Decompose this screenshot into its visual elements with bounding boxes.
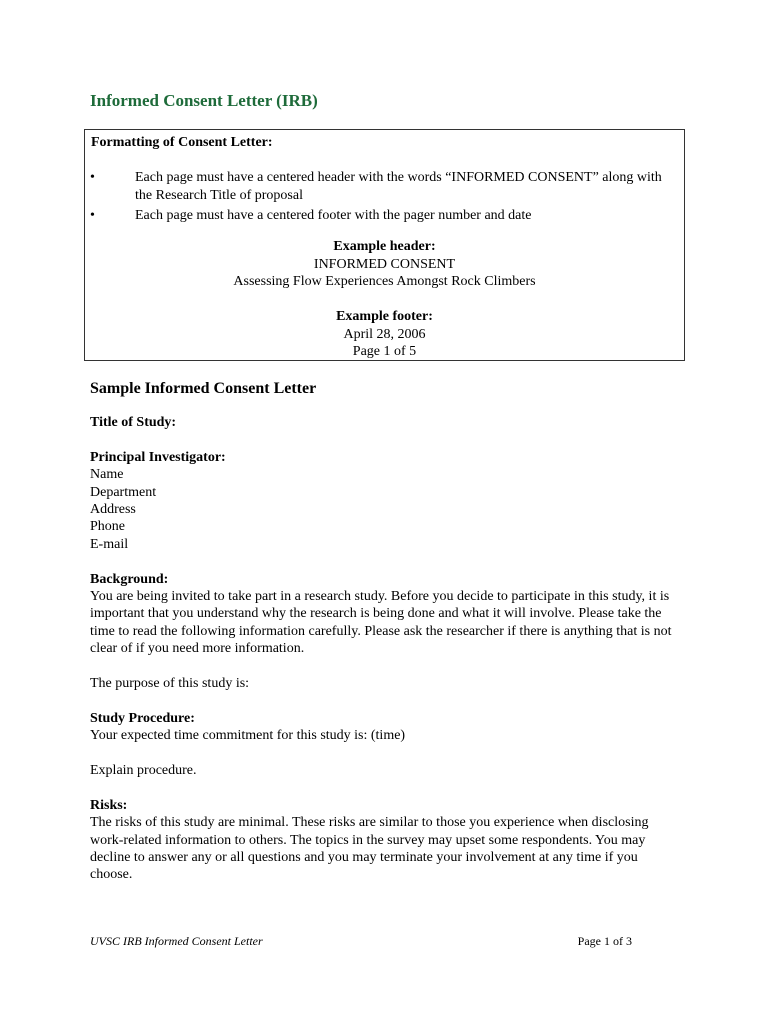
footer-document-name: UVSC IRB Informed Consent Letter (90, 934, 263, 948)
example-footer-label: Example footer: (336, 309, 433, 324)
formatting-bullet-item (85, 207, 684, 225)
example-footer-block (85, 308, 684, 361)
background-paragraph: You are being invited to take part in a research study. Before you decide to participate in this study, it is important that you understand why the research is being done and what it will involve. Please take the time to read the following information carefully. Please ask the researcher if there is anything that is not clear of if you need more information. (90, 589, 672, 657)
formatting-heading: Formatting of Consent Letter: (91, 135, 273, 150)
example-footer-line1: April 28, 2006 (343, 326, 426, 342)
principal-investigator-section (90, 449, 675, 553)
bullet-icon: • (90, 170, 95, 185)
document-title: Informed Consent Letter (IRB) (90, 91, 318, 110)
pi-field-phone: Phone (90, 519, 125, 535)
formatting-bullet-item (85, 169, 684, 204)
formatting-instructions-box (84, 129, 685, 361)
purpose-paragraph: The purpose of this study is: (90, 676, 250, 692)
explain-procedure-paragraph: Explain procedure. (90, 763, 197, 779)
risks-paragraph: The risks of this study are minimal. These risks are similar to those you experience when disclosing work-related information to others. The topics in the survey may upset some respondents. You may decline to answer any or all questions and you may terminate your involvement at any time if you choose. (90, 815, 649, 883)
risks-label: Risks: (90, 797, 128, 813)
example-footer-line2: Page 1 of 5 (352, 344, 417, 359)
letter-body (90, 378, 675, 901)
title-of-study-label: Title of Study: (90, 415, 177, 430)
title-of-study-section (90, 414, 675, 431)
study-procedure-paragraph: Your expected time commitment for this study is: (time) (90, 728, 406, 744)
pi-field-address: Address (90, 502, 136, 518)
background-section (90, 571, 675, 658)
study-procedure-section (90, 710, 675, 745)
example-header-block (85, 238, 684, 291)
pi-field-email: E-mail (90, 536, 129, 552)
formatting-bullet-list (85, 169, 684, 225)
bullet-icon: • (90, 208, 95, 223)
purpose-section (90, 675, 675, 692)
bullet-text: Each page must have a centered header with the words “INFORMED CONSENT” along with the Research Title of proposal (135, 170, 662, 203)
pi-field-name: Name (90, 467, 124, 483)
example-header-line2: Assessing Flow Experiences Amongst Rock Climbers (233, 274, 536, 289)
background-label: Background: (90, 571, 169, 587)
bullet-text: Each page must have a centered footer with the pager number and date (135, 208, 532, 223)
principal-investigator-label: Principal Investigator: (90, 449, 226, 465)
footer-page-number: Page 1 of 3 (577, 934, 632, 948)
explain-procedure-section (90, 762, 675, 779)
sample-letter-title: Sample Informed Consent Letter (90, 380, 317, 397)
example-header-label: Example header: (333, 239, 436, 254)
risks-section (90, 797, 675, 884)
study-procedure-label: Study Procedure: (90, 710, 195, 726)
pi-field-department: Department (90, 484, 157, 500)
example-header-line1: INFORMED CONSENT (313, 256, 456, 272)
